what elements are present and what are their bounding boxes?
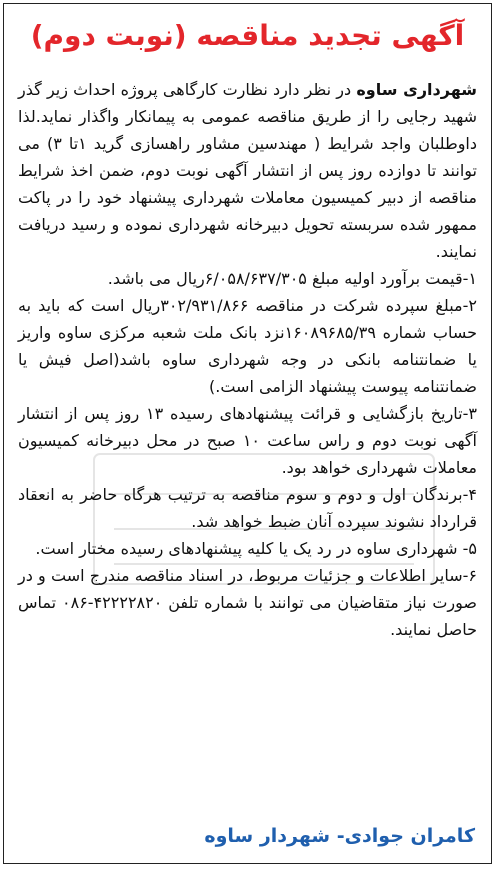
item-1: ۱-قیمت برآورد اولیه مبلغ ۶/۰۵۸/۶۳۷/۳۰۵ریال می باشد. xyxy=(107,269,477,288)
item-5: ۵- شهرداری ساوه در رد یک یا کلیه پیشنهادهای رسیده مختار است. xyxy=(35,539,477,558)
notice-title: آگهی تجدید مناقصه (نوبت دوم) xyxy=(30,19,465,52)
intro-text: در نظر دارد نظارت کارگاهی پروژه احداث زیر گذر شهید رجایی را از طریق مناقصه عمومی به پیمانکار واگذار نماید.لذا داوطلبان واجد شرایط ( مهندسین مشاور راهسازی گرید ۱تا ۳) می توانند تا دوازده روز پس از انتشار آگهی نوبت دوم، ضمن اخذ شرایط مناقصه از دبیر کمیسیون معاملات شهرداری پیشنهاد خود را در پاکت ممهور شده سربسته تحویل دبیرخانه شهرداری نموده و رسید دریافت نمایند. xyxy=(18,80,477,261)
item-2: ۲-مبلغ سپرده شرکت در مناقصه ۳۰۲/۹۳۱/۸۶۶ریال است که باید به حساب شماره ۱۶۰۸۹۶۸۵/۳۹نزد بانک ملت شعبه مرکزی ساوه واریز یا ضمانتنامه بانکی در وجه شهرداری ساوه باشد(اصل فیش یا ضمانتنامه پیوست پیشنهاد الزامی است.) xyxy=(18,296,477,396)
title-block xyxy=(4,16,491,56)
item-3: ۳-تاریخ بازگشایی و قرائت پیشنهادهای رسیده ۱۳ روز پس از انتشار آگهی نوبت دوم و راس ساعت ۱۰ صبح در محل دبیرخانه کمیسیون معاملات شهرداری خواهد بود. xyxy=(18,404,477,477)
signature: کامران جوادی- شهردار ساوه xyxy=(204,825,475,847)
intro-paragraph xyxy=(18,76,477,265)
issuer-name: شهرداری ساوه xyxy=(356,80,477,99)
item-4: ۴-برندگان اول و دوم و سوم مناقصه به ترتیب هرگاه حاضر به انعقاد قرارداد نشوند سپرده آنان ضبط خواهد شد. xyxy=(18,485,477,531)
item-6: ۶-سایر اطلاعات و جزئیات مربوط، در اسناد مناقصه مندرج است و در صورت نیاز متقاضیان می توانند با شماره تلفن ۴۲۲۲۲۸۲۰-۰۸۶ تماس حاصل نمایند. xyxy=(18,566,478,639)
notice-body xyxy=(18,76,477,643)
notice-frame xyxy=(3,3,492,864)
